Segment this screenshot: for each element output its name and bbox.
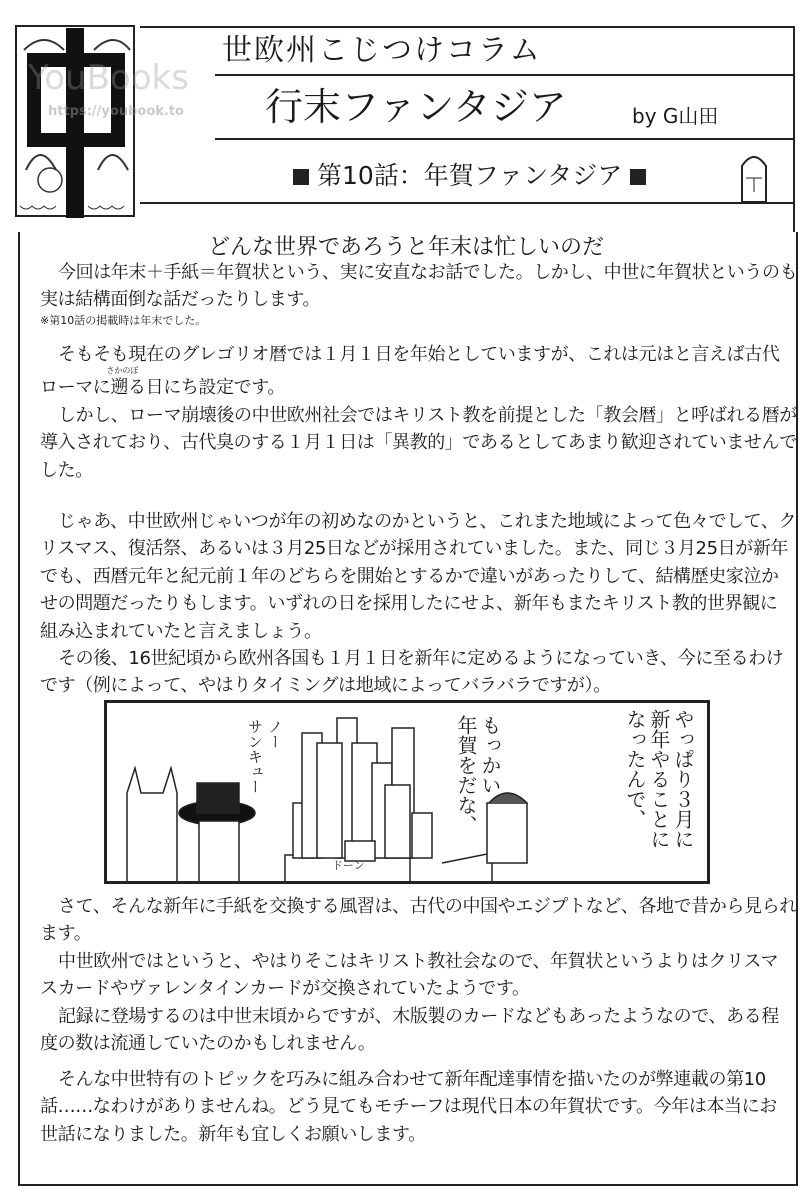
speech-line: サンキュー [246,719,264,794]
episode-title [285,160,654,192]
ruby-base: 遡 [110,377,129,399]
header-rule [793,26,795,232]
text-line: スカードやヴァレンタインカードが交換されていたようです。 [40,978,530,1000]
speech-bubble-text [454,715,502,835]
furigana: さかのぼ [106,366,139,376]
text-line: 今回は年末＋手紙＝年賀状という、実に安直なお話でした。しかし、中世に年賀状というのも [58,262,798,283]
paragraph-2 [40,341,797,484]
text-line: 度の数は流通していたのかもしれません。 [40,1033,376,1055]
text-line: リスマス、復活祭、あるいは３月25日などが採用されていました。また、同じ３月25日が新年 [40,538,789,560]
text-line: 中世欧州ではというと、やはりそこはキリスト教社会なので、年賀状というよりはクリスマ [58,950,779,972]
text-line: 実は結構面倒な話だったりします。 [40,289,321,311]
text-line: 世話になりました。新年も宜しくお願いします。 [40,1123,426,1145]
text-line: した。 [40,459,93,481]
text-line: 話……なわけがありませんね。どう見てもモチーフは現代日本の年賀状です。今年は本当にお [40,1096,777,1118]
text-line: じゃあ、中世欧州じゃいつが年の初めなのかというと、これまた地域によって色々でして、ク [58,511,797,532]
text-line: 記録に登場するのは中世末頃からですが、木版製のカードなどもあったようなので、ある程 [58,1005,779,1027]
paragraph-9 [40,1066,790,1148]
text-line: さて、そんな新年に手紙を交換する風習は、古代の中国やエジプトなど、各地で昔から見られ [58,896,797,917]
text-line [40,366,790,401]
text-fragment: る日にち設定です。 [128,377,285,399]
ruby-word [106,366,139,399]
watermark: YouBooks [28,58,189,98]
speech-line: 新年やることに [647,709,671,849]
episode-label: 第10話：年賀ファンタジア [317,161,623,190]
bullet-icon [293,169,309,185]
article-subtitle: どんな世界であろうと年末は忙しいのだ [207,235,604,260]
text-line: せの問題だったりもします。いずれの日を採用したにせよ、新年もまたキリスト教的世界観に [40,593,778,615]
speech-line: 年賀をだな、 [454,715,478,835]
text-line: しかし、ローマ崩壊後の中世欧州社会ではキリスト教を前提とした「教会暦」と呼ばれる暦が [58,404,797,426]
text-line: そもそも現在のグレゴリオ暦では１月１日を年始としていますが、これは元はと言えば古代 [58,344,780,365]
sound-effect: ドーン [332,859,365,872]
illuminated-letter-icon [14,20,136,220]
header-illumination [14,20,134,220]
text-line: 導入されており、古代臭のする１月１日は「異教的」であるとしてあまり歓迎されていませんで [40,432,797,454]
header-rule [215,138,795,140]
paragraph-4 [40,508,797,700]
bullet-icon [630,169,646,185]
comic-panel [104,700,710,884]
mascot-icon [736,148,772,208]
text-fragment: ローマに [40,377,111,399]
speech-bubble-text [245,719,285,794]
series-name: 世欧州こじつけコラム [222,33,542,68]
text-line: その後、16世紀頃から欧州各国も１月１日を新年に定めるようになっていき、今に至るわけ [58,648,784,670]
speech-line: ノー [266,719,284,749]
text-line: ます。 [40,923,92,945]
paragraph-1 [40,259,798,328]
watermark-url: https://youbook.to [48,104,184,119]
header-rule [215,74,795,76]
speech-bubble-text [623,709,695,849]
comic-illustration [107,703,707,881]
header-rule [140,202,795,204]
footnote: ※第10話の掲載時は年末でした。 [40,313,207,327]
text-line: です（例によって、やはりタイミングは地域によってバラバラですが）。 [40,675,611,697]
header-rule [140,26,795,28]
author-byline: by G山田 [632,104,719,128]
text-line: そんな中世特有のトピックを巧みに組み合わせて新年配達事情を描いたのが弊連載の第10 [58,1069,766,1090]
text-line: 組み込まれていたと言えましょう。 [40,620,322,642]
speech-line: やっぱり３月に [671,709,695,849]
speech-line: なったんで、 [623,709,647,829]
text-line: でも、西暦元年と紀元前１年のどちらを開始とするかで違いがあったりして、結構歴史家泣か [40,565,779,587]
column-title: 行末ファンタジア [265,85,567,129]
paragraph-6 [40,893,797,1057]
speech-line: もっかい [478,715,502,795]
